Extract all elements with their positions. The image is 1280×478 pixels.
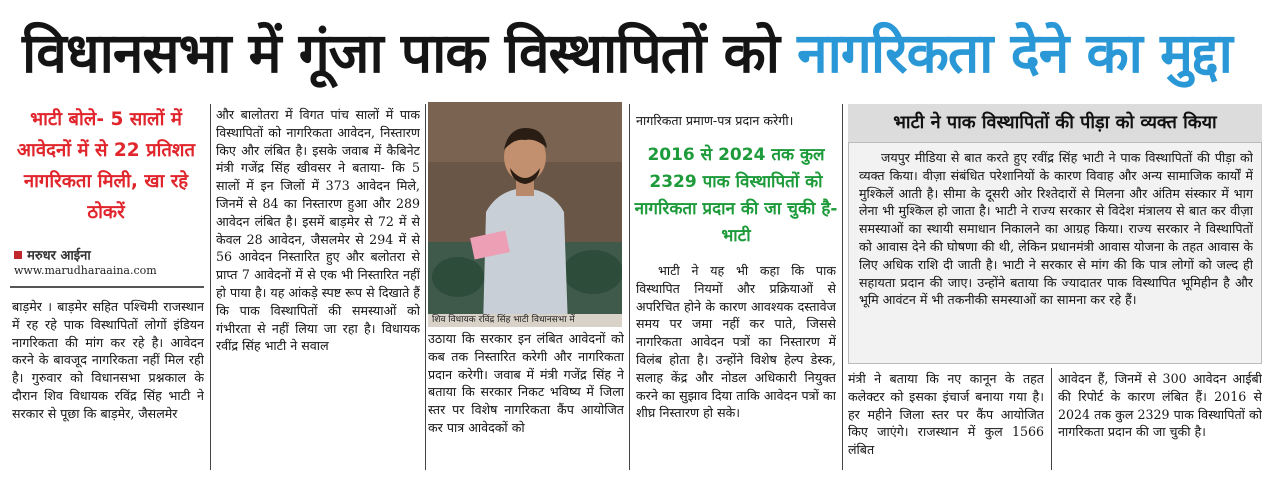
rule-4	[842, 104, 843, 470]
column5-body: मंत्री ने बताया कि नए कानून के तहत कलेक्टर को इसका इंचार्ज बनाया गया है। हर महीने जिला स्तर पर कैंप आयोजित किए जाएंगे। राजस्थान में कुल 1566 लंबित	[848, 371, 1044, 458]
column1-divider	[10, 286, 204, 288]
column1-body: बाड़मेर । बाड़मेर सहित पश्चिमी राजस्थान में रह रहे पाक विस्थापितों लोगों इंडियन नागरिकता की मांग कर रहे है। आवेदन करने के बावजूद नागरिकता नहीं मिल रही है। गुरुवार को विधानसभा प्रश्नकाल के दौरान शिव विधायक रविंद्र सिंह भाटी ने सरकार से पूछा कि बाड़मेर, जैसलमेर	[12, 299, 204, 421]
rule-3	[629, 104, 630, 470]
column3-body: उठाया कि सरकार इन लंबित आवेदनों को कब तक निस्तारित करेगी और नागरिकता प्रदान करेगी। जवाब में मंत्री गजेंद्र सिंह ने बताया कि सरकार निकट भविष्य में जिला स्तर पर विशेष नागरिकता कैंप आयोजित कर पात्र आवेदकों को	[428, 331, 624, 435]
brand-square-icon	[14, 251, 22, 259]
column6-body: आवेदन हैं, जिनमें से 300 आवेदन आईबी की रिपोर्ट के कारण लंबित हैं। 2016 से 2024 तक कुल 2329 पाक विस्थापितों को नागरिकता प्रदान की जा चुकी है।	[1058, 371, 1262, 440]
rule-1	[210, 104, 211, 470]
headline-part-accent: नागरिकता देने का मुद्दा	[797, 21, 1232, 85]
column1-subhead: भाटी बोले- 5 सालों में आवेदनों में से 22 प्रतिशत नागरिकता मिली, खा रहे ठोकरें	[16, 109, 196, 223]
rule-2	[425, 104, 426, 470]
rule-5	[1051, 368, 1052, 470]
mla-photo	[428, 102, 622, 327]
box-body: जयपुर मीडिया से बात करते हुए रवींद्र सिंह भाटी ने पाक विस्थापितों की पीड़ा को व्यक्त किया। वीज़ा संबंधित परेशानियों के कारण विवाह और अन्य सामाजिक कार्यों में मुश्किलें आती है। सीमा के दूसरी ओर रिश्तेदारों से मिलना और अंतिम संस्कार में भाग लेना भी मुश्किल हो जाता है। भाटी ने राज्य सरकार से विदेश मंत्रालय से बात कर वीज़ा समस्याओं का स्थायी समाधान निकालने का आग्रह किया। राज्य सरकार ने विस्थापितों को आवास देने की घोषणा की थी, लेकिन प्रधानमंत्री आवास योजना के तहत आवास के लिए अधिक राशि दी जाती है। भाटी ने सरकार से मांग की कि पात्र लोगों को जल्द ही सहायता प्रदान की जाए। उन्होंने बताया कि ज्यादातर पाक विस्थापित भूमिहीन है और भूमि आवंटन में भी तकनीकी समस्याओं का सामना कर रहे हैं।	[859, 150, 1253, 308]
photo-caption: शिव विधायक रविंद्र सिंह भाटी विधानसभा में	[432, 315, 575, 325]
headline-part-dark: विधानसभा में गूंजा पाक विस्थापितों को	[22, 21, 798, 85]
column4-top: नागरिकता प्रमाण-पत्र प्रदान करेगी।	[636, 113, 794, 128]
website-url: www.marudharaaina.com	[14, 264, 157, 277]
sidebar-box	[848, 142, 1262, 364]
column2-body: और बालोतरा में विगत पांच सालों में पाक विस्थापितों को नागरिकता आवेदन, निस्तारण किए और लंबित है। इसके जवाब में कैबिनेट मंत्री गजेंद्र सिंह खीवसर ने बताया- कि 5 सालों में इन जिलों में 373 आवेदन मिले, जिनमें से 84 का निस्तारण हुआ और 289 आवेदन लंबित है। इसमें बाड़मेर से 72 में से केवल 28 आवेदन, जैसलमेर से 294 में से 56 आवेदन निस्तारित हुए और बलोतरा से प्राप्त 7 आवेदनों में से एक भी निस्तारित नहीं हो पाया है। यह आंकड़े स्पष्ट रूप से दिखाते हैं कि पाक विस्थापितों की समस्याओं को गंभीरता से नहीं लिया जा रहा है। विधायक रवींद्र सिंह भाटी ने सवाल	[216, 107, 420, 354]
brand-logo	[14, 244, 204, 262]
column4-subhead: 2016 से 2024 तक कुल 2329 पाक विस्थापितों को नागरिकता प्रदान की जा चुकी है- भाटी	[634, 145, 838, 246]
headline	[22, 14, 1262, 92]
box-title: भाटी ने पाक विस्थापितों की पीड़ा को व्यक्त किया	[848, 104, 1262, 142]
brand-name: मरुधर आईना	[27, 248, 91, 264]
mla-photo-illustration	[428, 102, 622, 327]
column4-body: भाटी ने यह भी कहा कि पाक विस्थापित नियमों और प्रक्रियाओं से अपरिचित होने के कारण आवश्यक दस्तावेज समय पर जमा नहीं कर पाते, जिससे नागरिकता आवेदन पत्रों का निस्तारण में विलंब होता है। उन्होंने विशेष हेल्प डेस्क, सलाह केंद्र और नोडल अधिकारी नियुक्त करने का सुझाव दिया ताकि आवेदन पत्रों का शीघ्र निस्तारण हो सके।	[636, 263, 836, 421]
